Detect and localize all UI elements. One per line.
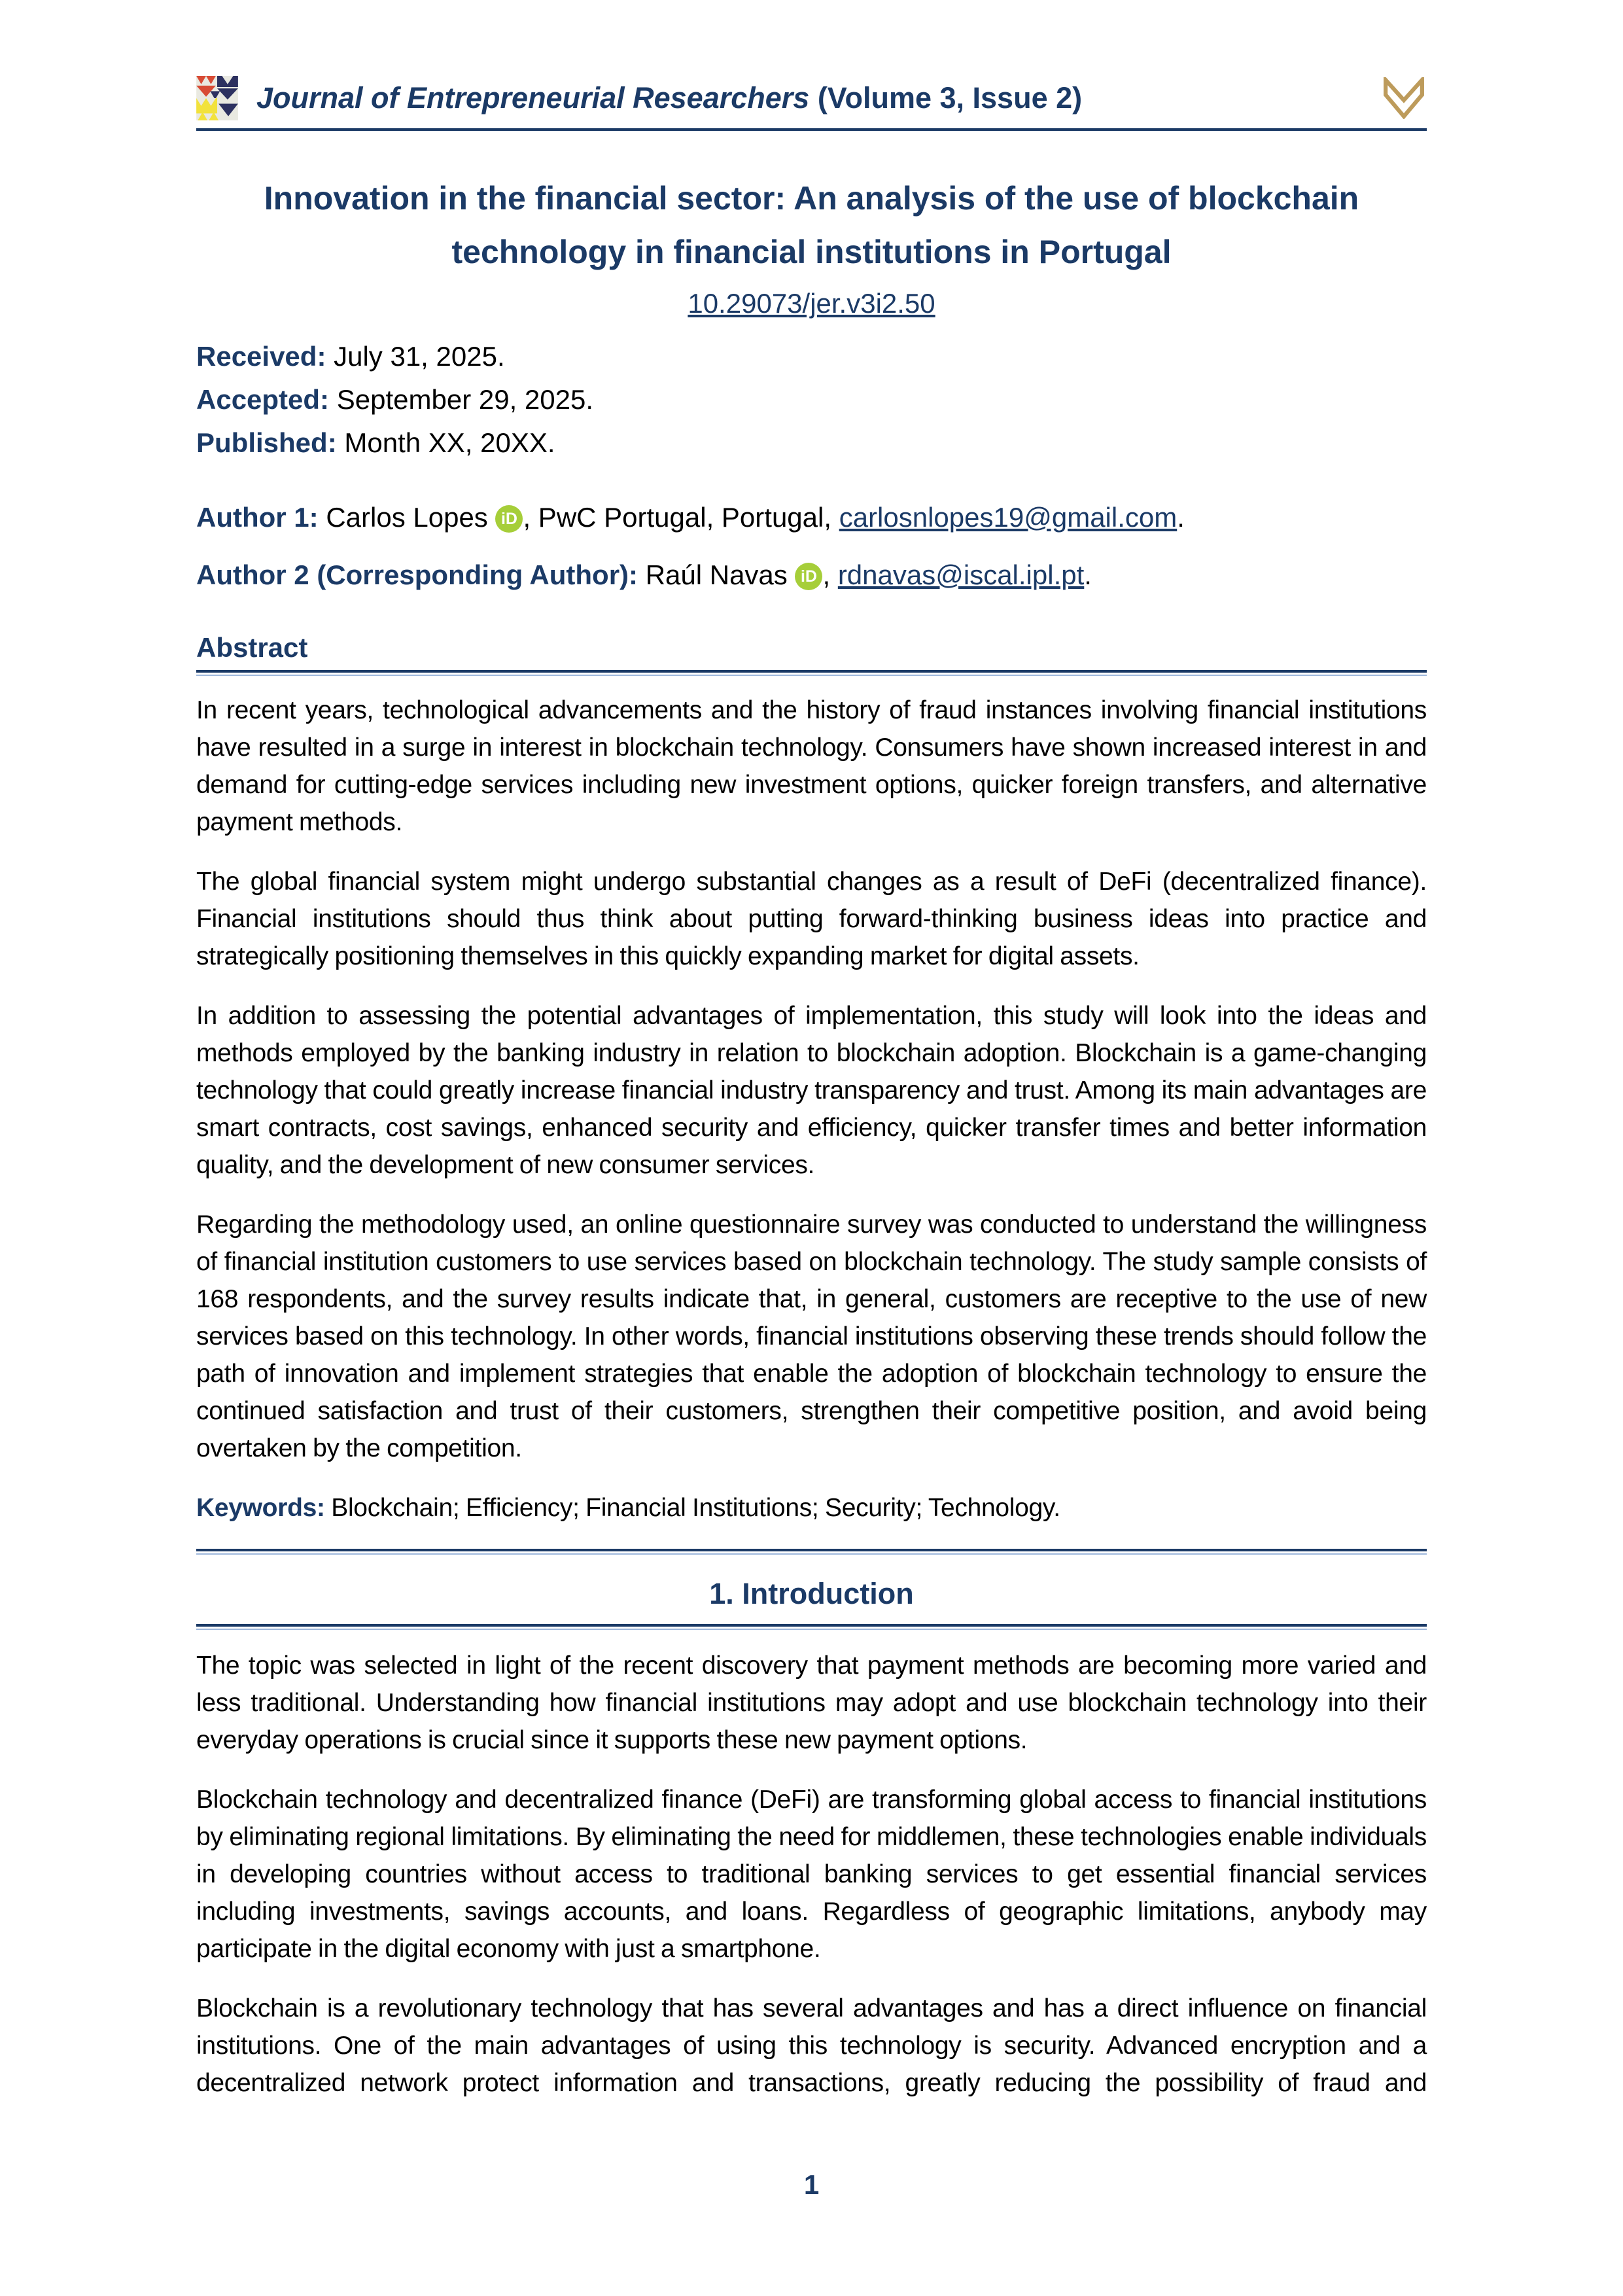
accepted-label: Accepted: [196, 384, 330, 415]
header-rule [196, 128, 1427, 131]
journal-header [196, 0, 1427, 120]
author-1-affiliation: , PwC Portugal, Portugal, [523, 502, 832, 533]
abstract-paragraph: In recent years, technological advancements and the history of fraud instances involving financial institutions have resulted in a surge in interest in blockchain technology. Consumers have shown increased interest in and demand for cutting-edge services including new investment options, quicker foreign transfers, and alternative payment methods. [196, 696, 1427, 836]
accepted-value: September 29, 2025. [336, 384, 594, 415]
abstract-paragraph: In addition to assessing the potential advantages of implementation, this study will look into the ideas and methods employed by the banking industry in relation to blockchain adoption. Blockchain is a game-changing technology that could greatly increase financial industry transparency and trust. Among its main advantages are smart contracts, cost savings, enhanced security and efficiency, quicker transfer times and better information quality, and the development of new consumer services. [196, 1002, 1427, 1179]
intro-paragraph: The topic was selected in light of the recent discovery that payment methods are becoming more varied and less traditional. Understanding how financial institutions may adopt and use blockchain technology into their everyday operations is crucial since it supports these new payment options. [196, 1651, 1427, 1754]
introduction-heading: 1. Introduction [709, 1577, 914, 1610]
envelope-chevron-icon [1381, 77, 1427, 119]
received-value: July 31, 2025. [334, 341, 505, 372]
journal-title [256, 81, 1082, 115]
intro-paragraph: Blockchain technology and decentralized finance (DeFi) are transforming global access to financial institutions by eliminating regional limitations. By eliminating the need for middlemen, these technologies enable individuals in developing countries without access to traditional banking services to get essential financial services including investments, savings accounts, and loans. Regardless of geographic limitations, anybody may participate in the digital economy with just a smartphone. [196, 1786, 1427, 1963]
author-1-line [196, 496, 1427, 539]
published-label: Published: [196, 427, 337, 458]
page-number: 1 [803, 2169, 820, 2200]
author-1-name: Carlos Lopes [326, 502, 488, 533]
journal-name: Journal of Entrepreneurial Researchers [256, 81, 810, 115]
author-2-name: Raúl Navas [645, 559, 788, 590]
abstract-paragraph: Regarding the methodology used, an online questionnaire survey was conducted to understand the willingness of financial institution customers to use services based on blockchain technology. The study sample consists of 168 respondents, and the survey results indicate that, in general, customers are receptive to the use of new services based on this technology. In other words, financial institutions observing these trends should follow the path of innovation and implement strategies that enable the adoption of blockchain technology to ensure the continued satisfaction and trust of their customers, strengthen their competitive position, and avoid being overtaken by the competition. [196, 1210, 1427, 1462]
author-2-period: . [1084, 559, 1092, 590]
orcid-icon[interactable]: iD [795, 563, 822, 590]
received-row [196, 335, 1427, 378]
author-2-email-link[interactable]: rdnavas@iscal.ipl.pt [837, 559, 1085, 590]
abstract-rule [196, 670, 1427, 676]
author-1-email-link[interactable]: carlosnlopes19@gmail.com [839, 502, 1178, 533]
abstract-body [196, 692, 1427, 1527]
published-value: Month XX, 20XX. [344, 427, 555, 458]
intro-paragraph: Blockchain is a revolutionary technology that has several advantages and has a direct influence on financial institutions. One of the main advantages of using this technology is security. Advanced encryption and a decentralized network protect information and transactions, greatly reducing the possibility of fraud and [196, 1994, 1427, 2097]
author-2-label: Author 2 (Corresponding Author): [196, 559, 638, 590]
dates-block [196, 335, 1427, 465]
published-row [196, 421, 1427, 465]
abstract-paragraph: The global financial system might undergo substantial changes as a result of DeFi (decentralized finance). Financial institutions should thus think about putting forward-thinking business ideas into practice and strategically positioning themselves in this quickly expanding market for digital assets. [196, 868, 1427, 970]
author-2-line [196, 554, 1427, 597]
journal-logo-icon [196, 76, 238, 120]
doi-link[interactable]: 10.29073/jer.v3i2.50 [688, 288, 935, 319]
introduction-body [196, 1647, 1427, 2102]
received-label: Received: [196, 341, 326, 372]
author-2-affiliation: , [822, 559, 831, 590]
author-1-label: Author 1: [196, 502, 319, 533]
abstract-heading: Abstract [196, 632, 308, 663]
author-1-period: . [1177, 502, 1185, 533]
introduction-rule [196, 1624, 1427, 1630]
authors-block [196, 496, 1427, 597]
page-content [196, 0, 1427, 2124]
doi-line [196, 288, 1427, 319]
keywords-value: Blockchain; Efficiency; Financial Institutions; Security; Technology. [331, 1494, 1060, 1522]
keywords-label: Keywords: [196, 1494, 325, 1522]
journal-issue: (Volume 3, Issue 2) [809, 81, 1083, 115]
keywords-line [196, 1489, 1427, 1527]
orcid-icon[interactable]: iD [495, 505, 523, 533]
article-title: Innovation in the financial sector: An analysis of the use of blockchain technology in financial institutions in Portugal [264, 180, 1359, 270]
abstract-bottom-rule [196, 1549, 1427, 1555]
accepted-row [196, 378, 1427, 421]
